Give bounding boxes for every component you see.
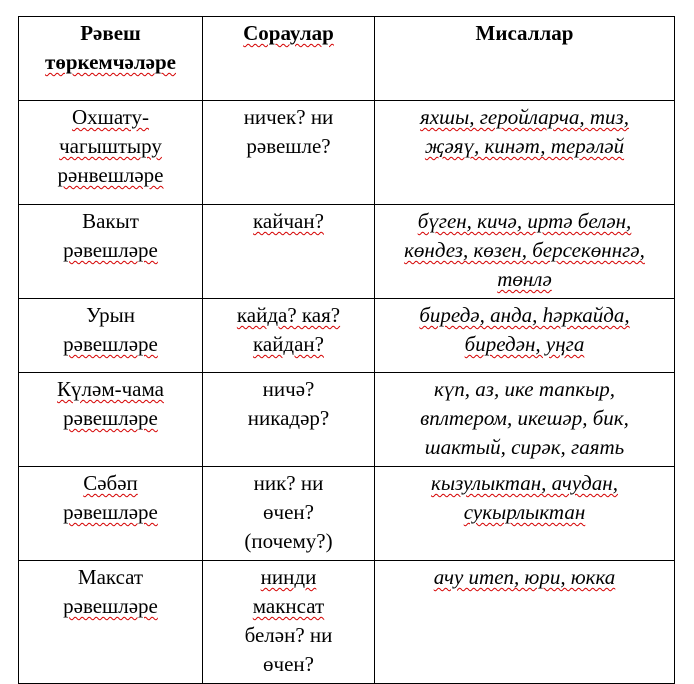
question-line: кайчан? — [253, 209, 324, 233]
question-line: кайдан? — [252, 332, 324, 356]
category-line: Күләм-чама — [57, 377, 164, 401]
question-line: нинди — [260, 565, 317, 589]
question-line: макнсат — [252, 594, 325, 618]
header-category-line: төркемчәләре — [45, 50, 176, 74]
category-line: рәвешләре — [63, 406, 158, 430]
example-line: ачу итеп, юри, юкка — [433, 565, 616, 589]
example-line: күп, аз, ике тапкыр, — [433, 377, 616, 401]
example-line: бүген, кичә, иртә белән, — [417, 209, 632, 233]
category-line: Вакыт — [82, 209, 139, 233]
table-row — [19, 467, 675, 561]
question-line: белән? ни — [244, 623, 333, 647]
question-line: кайда? кая? — [236, 303, 341, 327]
category-line: Максат — [77, 565, 144, 589]
category-cell — [19, 299, 203, 373]
examples-cell — [375, 561, 675, 684]
examples-cell — [375, 373, 675, 467]
header-examples — [375, 17, 675, 101]
example-line: биредә, анда, һәркайда, — [419, 303, 630, 327]
category-cell — [19, 205, 203, 299]
table-row — [19, 373, 675, 467]
examples-cell — [375, 467, 675, 561]
category-cell — [19, 101, 203, 205]
example-line: кызулыктан, ачудан, — [431, 471, 618, 495]
question-line: ничә? — [262, 377, 315, 401]
questions-cell — [203, 373, 375, 467]
questions-cell — [203, 205, 375, 299]
question-line: (почему?) — [244, 529, 333, 553]
example-line: сукырлыктан — [463, 500, 586, 524]
category-line: рәвешләре — [63, 500, 158, 524]
category-cell — [19, 467, 203, 561]
question-line: никадәр? — [247, 406, 330, 430]
category-line: рәвешләре — [63, 332, 158, 356]
question-line: ничек? ни — [243, 105, 334, 129]
header-category-line: Рәвеш — [80, 21, 141, 45]
header-examples-line: Мисаллар — [475, 21, 574, 45]
category-cell — [19, 373, 203, 467]
question-line: ник? ни — [253, 471, 324, 495]
examples-cell — [375, 205, 675, 299]
header-questions — [203, 17, 375, 101]
header-questions-line: Сораулар — [243, 21, 334, 45]
example-line: яхшы, геройларча, тиз, — [420, 105, 629, 129]
example-line: төнлә — [497, 267, 552, 291]
questions-cell — [203, 561, 375, 684]
questions-cell — [203, 101, 375, 205]
example-line: шактый, сирәк, гаять — [424, 435, 625, 459]
question-line: өчен? — [263, 500, 314, 524]
example-line: вплтером, икешәр, бик, — [420, 406, 629, 430]
example-line: биредән, уңга — [464, 332, 585, 356]
examples-cell — [375, 101, 675, 205]
example-line: җәяү, кинәт, терәләй — [424, 134, 625, 158]
table-row — [19, 101, 675, 205]
adverb-table — [18, 16, 675, 684]
header-category — [19, 17, 203, 101]
question-line: рәвешле? — [246, 134, 331, 158]
questions-cell — [203, 299, 375, 373]
table-row — [19, 205, 675, 299]
category-line: рәвешләре — [63, 594, 158, 618]
examples-cell — [375, 299, 675, 373]
category-line: Урын — [86, 303, 135, 327]
category-line: чагыштыру — [59, 134, 162, 158]
table-header-row — [19, 17, 675, 101]
question-line: өчен? — [263, 652, 314, 676]
category-line: Сәбәп — [83, 471, 138, 495]
category-line: рәвешләре — [63, 238, 158, 262]
category-line: Охшату- — [71, 105, 149, 129]
table-row — [19, 299, 675, 373]
category-line: рәнвешләре — [57, 163, 164, 187]
category-cell — [19, 561, 203, 684]
questions-cell — [203, 467, 375, 561]
table-row — [19, 561, 675, 684]
example-line: көндез, көзен, берсекөннгә, — [404, 238, 645, 262]
